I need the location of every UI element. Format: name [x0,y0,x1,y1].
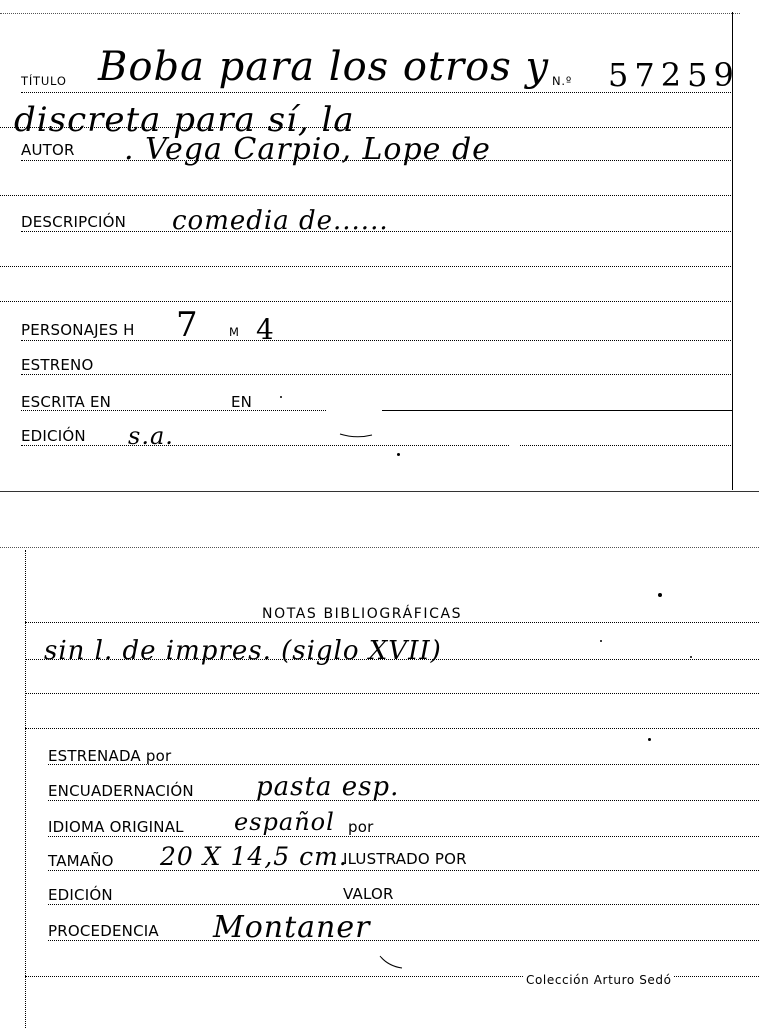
titulo-label: TÍTULO [21,74,67,88]
notas-line-2 [25,693,759,694]
edicion-label: EDICIÓN [21,427,86,445]
edicion-bottom-line [48,904,759,905]
notas-heading-line [25,622,759,623]
escrita-en-line [21,410,326,411]
ink-speck [280,396,282,398]
idioma-label: IDIOMA ORIGINAL [48,818,184,836]
idioma-line [48,836,759,837]
ink-speck [648,738,651,741]
descripcion-value: comedia de...... [172,206,389,236]
personajes-m-value: 4 [256,313,275,346]
en-label: EN [231,393,253,411]
card-bottom [0,536,759,1028]
descripcion-line-2 [0,266,733,267]
descripcion-label: DESCRIPCIÓN [21,213,127,231]
idioma-value: español [234,808,335,836]
descripcion-line [21,231,733,232]
edicion-value: s.a. [128,422,174,450]
tamano-value: 20 X 14,5 cm. [160,842,348,871]
personajes-line [21,340,733,341]
coleccion-label: Colección Arturo Sedó [526,973,672,987]
ink-speck [600,640,602,642]
titulo-value-line1: Boba para los otros y [98,44,550,90]
numero-label: N.º [552,74,573,88]
autor-line [21,160,733,161]
notas-value: sin l. de impres. (siglo XVII) [44,636,442,666]
estrenada-label: ESTRENADA por [48,747,172,765]
ilustrado-label: ILUSTRADO POR [343,850,467,868]
encuadernacion-label: ENCUADERNACIÓN [48,782,194,800]
notas-line-1 [25,659,759,660]
notas-line-3 [25,728,759,729]
escrita-en-line-right [382,410,733,411]
personajes-label: PERSONAJES H [21,321,135,339]
personajes-m-label: M [229,325,240,339]
tamano-line [48,870,759,871]
card-top [0,0,759,500]
titulo-line [21,92,733,93]
estrenada-line [48,764,759,765]
autor-line-2 [0,195,733,196]
card-top-bottom-edge [0,491,759,492]
edicion-bottom-label: EDICIÓN [48,886,113,904]
card-top-top-edge [0,13,740,14]
valor-label: VALOR [343,885,394,903]
ink-speck [690,656,692,658]
escrita-en-label: ESCRITA EN [21,393,112,411]
autor-value: . Vega Carpio, Lope de [124,132,491,167]
procedencia-label: PROCEDENCIA [48,922,159,940]
procedencia-line [48,940,759,941]
ink-speck [397,453,400,456]
estreno-line [21,374,733,375]
procedencia-value: Montaner [213,910,371,945]
edicion-line-right [520,445,733,446]
edicion-line [21,445,509,446]
titulo-value-line2: discreta para sí, la [14,100,355,140]
encuadernacion-value: pasta esp. [256,772,400,802]
pen-mark [378,954,408,970]
pen-mark [338,430,378,440]
personajes-h-value: 7 [176,305,199,345]
tamano-label: TAMAÑO [48,852,114,870]
descripcion-line-3 [0,301,733,302]
card-bottom-top-edge [0,547,759,548]
notas-heading: NOTAS BIBLIOGRÁFICAS [262,606,463,622]
idioma-por-label: por [348,818,374,836]
ink-speck [658,593,662,597]
encuadernacion-line [48,800,759,801]
titulo-line-2 [0,127,733,128]
numero-value: 57259 [608,56,740,94]
autor-label: AUTOR [21,141,75,159]
estreno-label: ESTRENO [21,356,94,374]
